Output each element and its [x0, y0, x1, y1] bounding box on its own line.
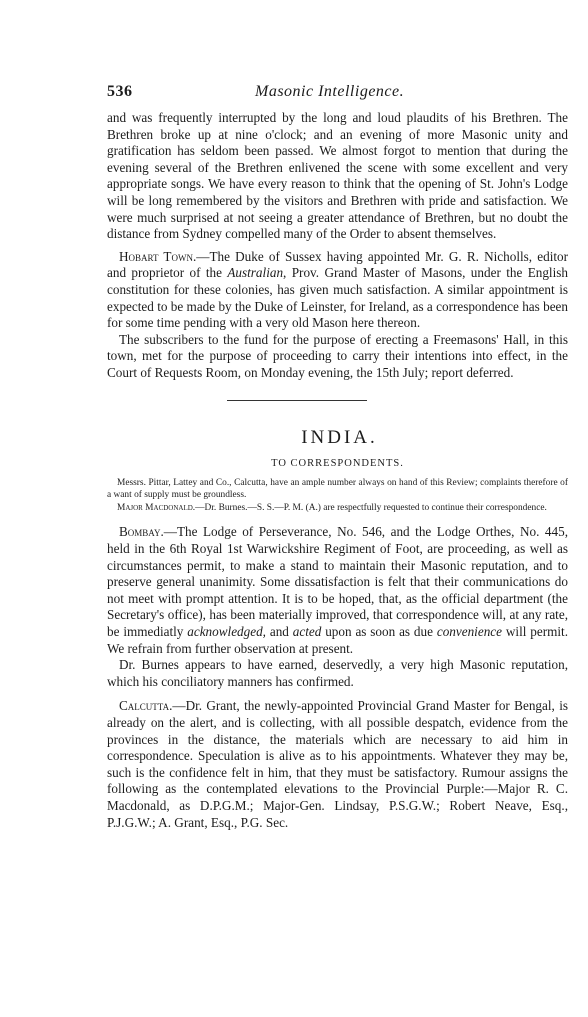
page-header: [107, 84, 568, 106]
bombay-heading: Bombay.: [119, 524, 164, 540]
sydney-paragraph: and was frequently interrupted by the long and loud plaudits of his Brethren. The Brethren broke up at nine o'clock; and an evening of more Masonic unity and gratification has seldom been passed. We almost forgot to mention that during the evening several of the Brethren enlivened the scene with some excellent and very appropriate songs. We have every reason to think that the opening of St. John's Lodge will be long remembered by the visitors and Brethren with pride and satisfaction. We were much surprised at not seeing a greater attendance of Brethren, but no doubt the distance from Sydney compelled many of the Order to absent themselves.: [107, 110, 568, 242]
notice-correspondence: Major Macdonald.—Dr. Burnes.—S. S.—P. M. (A.) are respectfully requested to continue their correspondence.: [117, 502, 547, 513]
section-divider: [107, 382, 568, 422]
australian-newspaper-title: Australian: [227, 265, 284, 281]
calcutta-heading: Calcutta.: [119, 698, 173, 714]
india-section-title: INDIA.: [301, 426, 378, 448]
freemasons-hall-paragraph: The subscribers to the fund for the purpose of erecting a Freemasons' Hall, in this town, met for the purpose of proceeding to carry their intentions into effect, in the Court of Requests Room, on Monday evening, the 15th July; report deferred.: [107, 331, 568, 380]
notice-supply: Messrs. Pittar, Lattey and Co., Calcutta, have an ample number always on hand of this Review; complaints therefore of a want of supply must be groundless.: [107, 477, 568, 501]
hobart-town-heading: Hobart Town.: [119, 248, 197, 264]
to-correspondents-heading: TO CORRESPONDENTS.: [271, 458, 404, 470]
dr-burnes-paragraph: Dr. Burnes appears to have earned, deservedly, a very high Masonic reputation, which his conciliatory manners has confirmed.: [107, 657, 568, 689]
bombay-paragraph: Bombay.—The Lodge of Perseverance, No. 546, and the Lodge Orthes, No. 445, held in the 6th Royal 1st Warwickshire Regiment of Foot, are proceeding, as well as circumstances permit, to make a stand to maintain their Masonic reputation, and to preserve general unanimity. Some dissatisfaction is felt that their communications do not meet with prompt attention. It is to be hoped, that, as the official department (the Secretary's office), has been materially improved, that correspondence will, at any rate, be immediatly acknowledged, and acted upon as soon as due convenience will permit. We refrain from further observation at present.: [107, 524, 568, 656]
hobart-town-paragraph: Hobart Town.—The Duke of Sussex having appointed Mr. G. R. Nicholls, editor and proprietor of the Australian, Prov. Grand Master of Masons, under the English constitution for these colonies, has given much satisfaction. A similar appointment is expected to be made by the Duke of Leinster, for Ireland, as a correspondence has been for some time pending with a very old Mason here thereon.: [107, 248, 569, 331]
divider-rule: [227, 400, 367, 401]
running-title: Masonic Intelligence.: [255, 83, 405, 100]
correspondents-notice: [107, 477, 568, 515]
page-number: 536: [107, 83, 133, 100]
calcutta-paragraph: Calcutta.—Dr. Grant, the newly-appointed Provincial Grand Master for Bengal, is already on the alert, and is collecting, with all possible despatch, evidence from the provinces in the distance, the materials which are necessary to aid him in correspondence. Speculation is alive as to his appointments. Whatever they may be, such is the confidence felt in him, that they must be satisfactory. Rumour assigns the following as the contemplated elevations to the Provincial Purple:—Major R. C. Macdonald, as D.P.G.M.; Major-Gen. Lindsay, P.S.G.W.; Robert Neave, Esq., P.J.G.W.; A. Grant, Esq., P.G. Sec.: [107, 698, 568, 830]
